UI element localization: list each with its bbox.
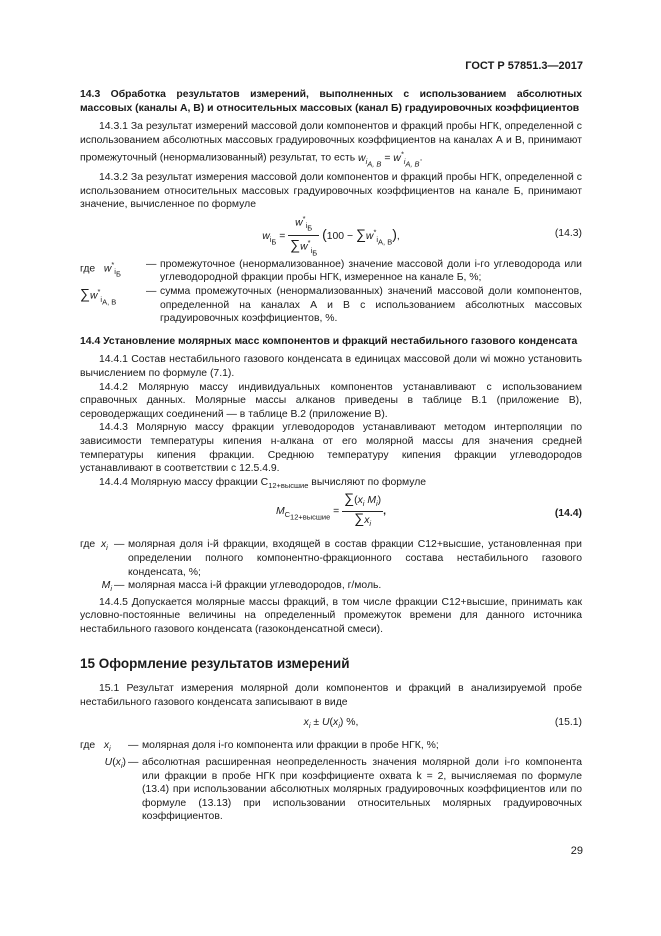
equation-15-1-expression: $x_i \pm U(x_i)$ %,: [303, 717, 359, 731]
definition-row: где $x_i$ — молярная доля i-й фракции, входящей в состав фракции С12+высшие, установленная при определении полного компонентно-фракционного состава нестабильного газового конденсата, %;: [80, 539, 582, 578]
para-14-4-3: 14.4.3 Молярную массу фракции углеводородов устанавливают методом интерполяции по зависимости температуры кипения н-алкана от его молярной массы для значения средней температуры кипения фракции. Среднюю температуру кипения фракции углеводородов устанавливают в соответствии с 12.5.4.9.: [80, 422, 582, 475]
section-15-title: 15 Оформление результатов измерений: [80, 655, 350, 671]
para-14-4-5: 14.4.5 Допускается молярные массы фракций, в том числе фракции С12+высшие, принимать как условно-постоянные величины на определенный промежуток времени для данного источника нестабильного газового конденсата (газоконденсатной смеси).: [80, 596, 582, 636]
definitions-14-4: [80, 538, 582, 595]
equation-14-4-number: (14.4): [554, 508, 582, 520]
section-14-3-title: 14.3 Обработка результатов измерений, выполненных с использованием абсолютных массовых (каналы А, В) и относительных массовых (канал Б) градуировочных коэффициентов: [80, 89, 582, 114]
page-content: [80, 88, 582, 824]
equation-14-3-number: (14.3): [554, 227, 582, 239]
definition-row: где $x_i$ — молярная доля i-го компонента или фракции в пробе НГК, %;: [80, 740, 439, 754]
equation-14-3: [80, 212, 582, 256]
para-14-4-2: 14.4.2 Молярную массу индивидуальных компонентов устанавливают с использованием справочных данных. Молярные массы алканов приведены в таблице В.1 (приложение В), сероводержащих соединений — в таблице В.2 (приложение В).: [80, 381, 582, 420]
equation-14-3-expression: $w_{i_Б}$ = $\frac{w^*_{i_Б}}{\sum w^*_{i_Б}}$ $(100 - \sum w^*_{i_{А, В}})$,: [262, 213, 400, 258]
page-number: 29: [570, 845, 583, 857]
standard-header: ГОСТ Р 57851.3—2017: [465, 60, 583, 72]
equation-15-1-number: (15.1): [554, 717, 582, 729]
para-14-3-1: 14.3.1 За результат измерений массовой доли компонентов и фракций пробы НГК, определенной с использованием абсолютных массовых градуировочных коэффициентов на каналах А и В, принимают промежуточный (ненормализованный) результат, то есть $w_{i_{А, В}} = w^*_{i_{А, В}}$.: [80, 121, 582, 169]
definition-row: $M_i$ — молярная масса i-й фракции углеводородов, г/моль.: [101, 580, 382, 594]
equation-15-1: [80, 709, 582, 737]
definition-row: $\sum w^*_{i_{А, В}}$ — сумма промежуточных (ненормализованных) значений массовой доли компонентов, определенной на каналах А и В с использованием абсолютных массовых градуировочных коэффициентов, %.: [80, 285, 582, 325]
definition-row: где $w^*_{i_Б}$ — промежуточное (ненормализованное) значение массовой доли i-го углеводорода или углеводородной фракции пробы НГК, измеренное на канале Б, %;: [80, 258, 582, 284]
para-15-1: 15.1 Результат измерения молярной доли компонентов и фракций в анализируемой пробе нестабильного газового конденсата записывают в виде: [80, 683, 582, 708]
para-14-3-2: 14.3.2 За результат измерения массовой доли компонентов и фракций пробы НГК, определенной с использованием относительных массовых градуировочных коэффициентов на канале Б, принимают значение, вычисленное по формуле: [80, 172, 582, 211]
section-14-4-title: 14.4 Установление молярных масс компонентов и фракций нестабильного газового конденсата: [80, 335, 578, 347]
para-14-4-4: 14.4.4 Молярную массу фракции $С_{12+высшие}$ вычисляют по формуле: [99, 476, 427, 490]
equation-14-4-expression: $M_{С_{12+высшие}}$ = $\frac{\sum(x_i M_i)}{\sum x_i}$ ,: [275, 490, 387, 529]
equation-14-4: [80, 492, 582, 536]
inline-formula: $w_{i_{А, В}} = w^*_{i_{А, В}}$: [358, 149, 420, 169]
definitions-14-3: [80, 258, 582, 326]
definition-row: $U(x_i)$ — абсолютная расширенная неопределенность значения молярной доли i-го компонента или фракции в пробе НГК при коэффициенте охвата k = 2, вычисляемая по формуле (13.4) при использовании абсолютных молярных градуировочных коэффициентов или по формуле (13.13) при использовании относительных молярных градуировочных коэффициентов.: [104, 757, 582, 823]
definitions-15-1: [80, 739, 582, 824]
para-14-4-1: 14.4.1 Состав нестабильного газового конденсата в единицах массовой доли wi можно установить вычислением по формуле (7.1).: [80, 354, 582, 379]
